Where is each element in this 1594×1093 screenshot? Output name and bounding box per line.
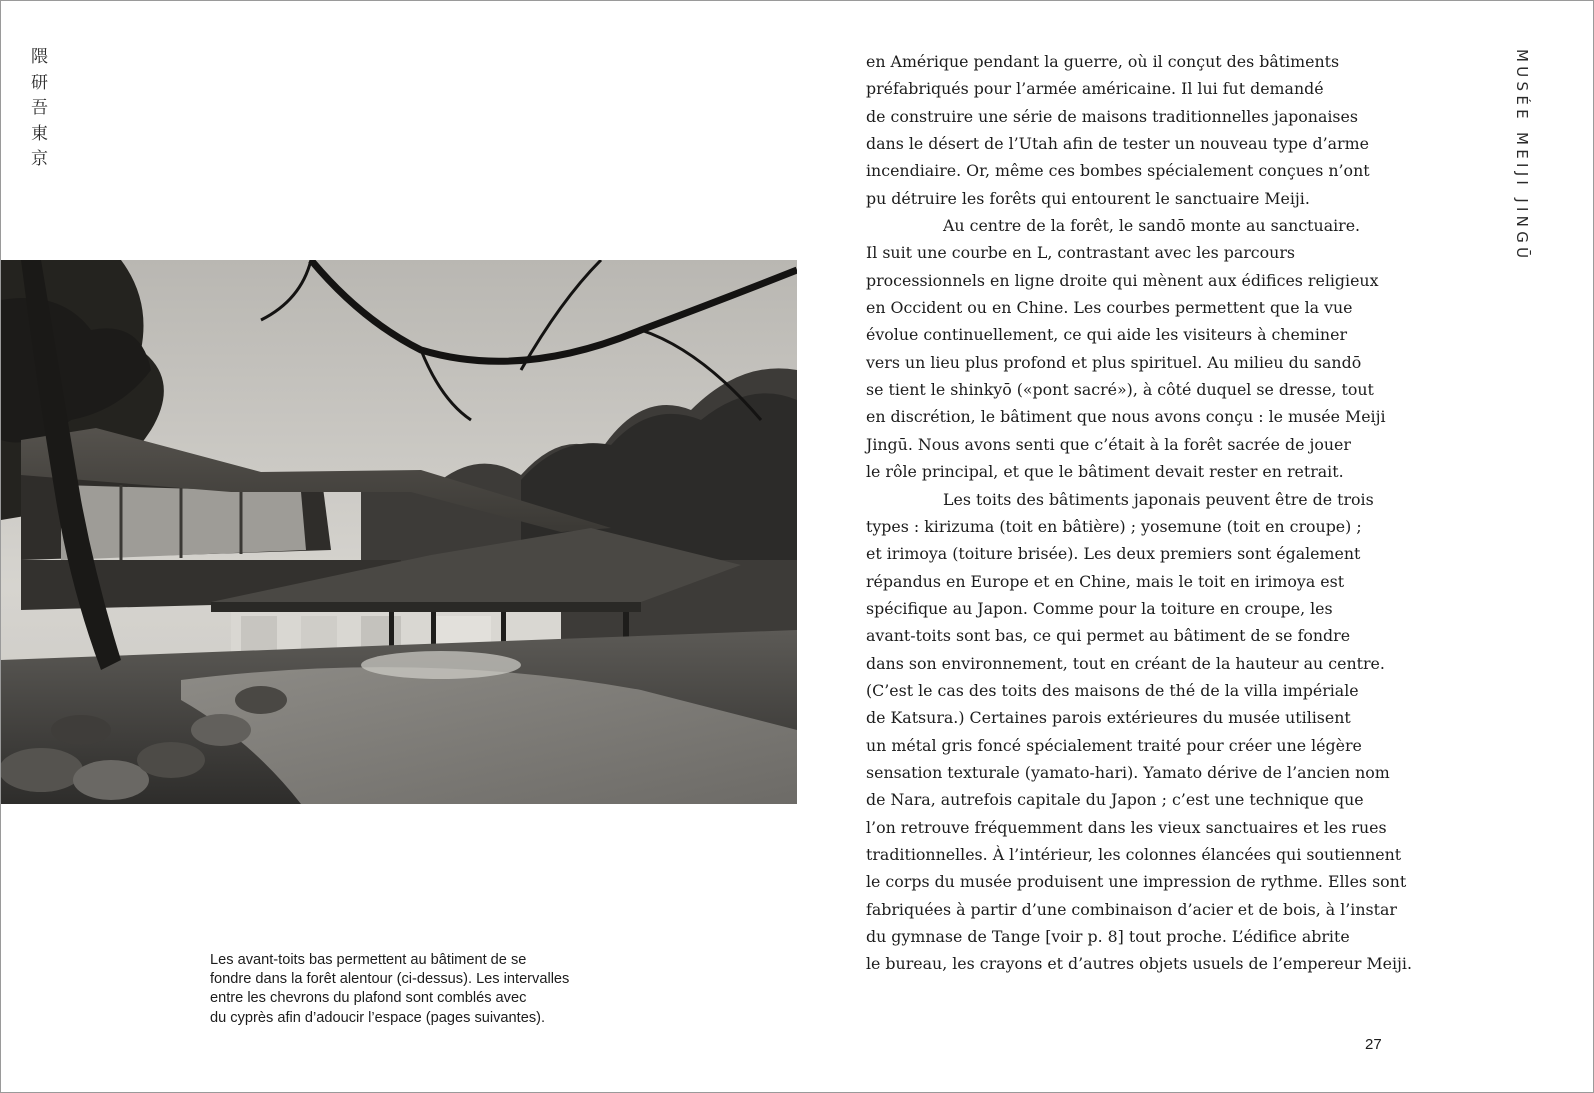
- caption-line: du cyprès afin d’adoucir l’espace (pages suivantes).: [210, 1009, 546, 1026]
- body-line: Jingū. Nous avons senti que c’était à la forêt sacrée de jouer: [866, 434, 1351, 454]
- body-line: en Occident ou en Chine. Les courbes permettent que la vue: [866, 298, 1353, 318]
- caption-line: Les avant-toits bas permettent au bâtiment de se: [210, 952, 527, 968]
- body-line: du gymnase de Tange [voir p. 8] tout proche. L’édifice abrite: [866, 927, 1350, 946]
- body-line: l’on retrouve fréquemment dans les vieux sanctuaires et les rues: [866, 817, 1387, 837]
- body-line: évolue continuellement, ce qui aide les visiteurs à cheminer: [866, 325, 1348, 345]
- body-line: répandus en Europe et en Chine, mais le toit en irimoya est: [866, 571, 1345, 591]
- body-line: se tient le shinkyō («pont sacré»), à côté duquel se dresse, tout: [866, 380, 1374, 400]
- section-title-vertical: MUSÉE MEIJI JINGŪ: [1513, 49, 1531, 263]
- body-line: spécifique au Japon. Comme pour la toiture en croupe, les: [866, 598, 1333, 618]
- body-line-paragraph-start: Au centre de la forêt, le sandō monte au sanctuaire.: [943, 216, 1361, 236]
- running-head-kanji: 隈研吾東京: [31, 47, 48, 169]
- body-text: [866, 48, 1413, 978]
- body-line: et irimoya (toiture brisée). Les deux premiers sont également: [866, 544, 1361, 564]
- body-line: types : kirizuma (toit en bâtière) ; yosemune (toit en croupe) ;: [866, 516, 1362, 536]
- body-line: avant-toits sont bas, ce qui permet au bâtiment de se fondre: [866, 626, 1351, 646]
- caption-line: fondre dans la forêt alentour (ci-dessus). Les intervalles: [210, 971, 570, 988]
- body-line: préfabriqués pour l’armée américaine. Il lui fut demandé: [866, 79, 1324, 99]
- body-line: de Nara, autrefois capitale du Japon ; c’est une technique que: [866, 790, 1364, 810]
- body-line: fabriquées à partir d’une combinaison d’acier et de bois, à l’instar: [866, 899, 1397, 919]
- body-line: en discrétion, le bâtiment que nous avons conçu : le musée Meiji: [866, 407, 1386, 427]
- photo-caption: [210, 951, 622, 1028]
- body-line: incendiaire. Or, même ces bombes spécialement conçues n’ont: [866, 161, 1370, 181]
- body-line: Il suit une courbe en L, contrastant avec les parcours: [866, 243, 1295, 263]
- body-line: de construire une série de maisons traditionnelles japonaises: [866, 106, 1358, 126]
- body-line: un métal gris foncé spécialement traité pour créer une légère: [866, 735, 1362, 755]
- museum-photo: [1, 260, 797, 804]
- body-line: traditionnelles. À l’intérieur, les colonnes élancées qui soutiennent: [866, 844, 1402, 864]
- page-number: 27: [1365, 1036, 1382, 1053]
- body-line: dans le désert de l’Utah afin de tester un nouveau type d’arme: [866, 134, 1369, 154]
- body-line: vers un lieu plus profond et plus spirituel. Au milieu du sandō: [866, 352, 1362, 372]
- body-line: de Katsura.) Certaines parois extérieures du musée utilisent: [866, 708, 1351, 728]
- body-line: le rôle principal, et que le bâtiment devait rester en retrait.: [866, 462, 1344, 482]
- body-line: pu détruire les forêts qui entourent le sanctuaire Meiji.: [866, 188, 1310, 208]
- body-line: le corps du musée produisent une impression de rythme. Elles sont: [866, 872, 1407, 892]
- body-line: en Amérique pendant la guerre, où il conçut des bâtiments: [866, 52, 1340, 71]
- body-line: dans son environnement, tout en créant de la hauteur au centre.: [866, 653, 1385, 673]
- body-line: sensation texturale (yamato-hari). Yamato dérive de l’ancien nom: [866, 762, 1390, 782]
- body-line: (C’est le cas des toits des maisons de thé de la villa impériale: [866, 680, 1359, 700]
- body-line: le bureau, les crayons et d’autres objets usuels de l’empereur Meiji.: [866, 954, 1413, 974]
- body-line-paragraph-start: Les toits des bâtiments japonais peuvent être de trois: [943, 489, 1374, 509]
- body-line: processionnels en ligne droite qui mènent aux édifices religieux: [866, 270, 1379, 290]
- caption-line: entre les chevrons du plafond sont comblés avec: [210, 990, 527, 1007]
